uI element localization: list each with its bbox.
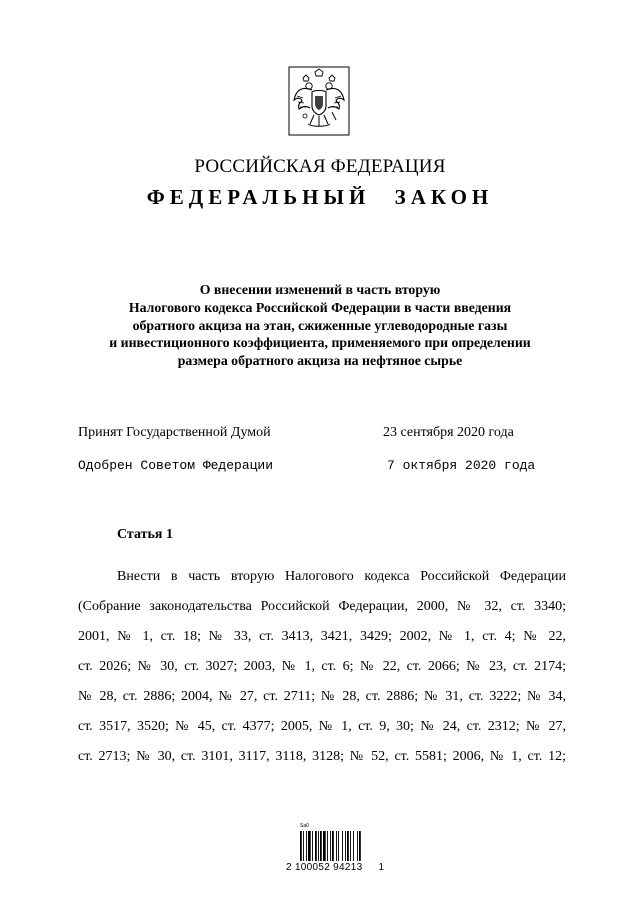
body-line: ст. 2713; № 30, ст. 3101, 3117, 3118, 3128; № 52, ст. 5581; 2006, № 1, ст. 12; [78, 749, 566, 764]
barcode-check-digit: 1 [378, 862, 385, 873]
article-heading: Статья 1 [117, 527, 173, 542]
law-title-line: О внесении изменений в часть вторую [199, 282, 441, 297]
council-label: Одобрен Советом Федерации [78, 458, 274, 473]
document-type: ФЕДЕРАЛЬНЫЙ ЗАКОН [146, 185, 494, 209]
body-line: ст. 3517, 3520; № 45, ст. 4377; 2005, № 1, ст. 9, 30; № 24, ст. 2312; № 27, [78, 719, 566, 734]
law-title [60, 281, 580, 370]
country-name: РОССИЙСКАЯ ФЕДЕРАЦИЯ [194, 156, 446, 177]
duma-date: 23 сентября 2020 года [383, 425, 514, 440]
duma-label: Принят Государственной Думой [78, 425, 271, 440]
body-line: 2001, № 1, ст. 18; № 33, ст. 3413, 3421, 3429; 2002, № 1, ст. 4; № 22, [78, 629, 566, 644]
body-line: № 28, ст. 2886; 2004, № 27, ст. 2711; № 28, ст. 2886; № 31, ст. 3222; № 34, [78, 689, 566, 704]
law-title-line: и инвестиционного коэффициента, применяемого при определении [109, 335, 531, 351]
law-title-line: Налогового кодекса Российской Федерации в части введения [128, 299, 512, 315]
double-headed-eagle-icon [288, 66, 350, 136]
article-body [78, 562, 566, 772]
barcode-number [286, 862, 384, 873]
council-date: 7 октября 2020 года [387, 458, 536, 473]
barcode-mark: Sa0 [300, 823, 309, 829]
state-emblem [288, 66, 350, 136]
law-title-line: обратного акциза на этан, сжиженные углеводородные газы [132, 317, 508, 333]
law-title-line: размера обратного акциза на нефтяное сырье [177, 353, 463, 369]
body-line: ст. 2026; № 30, ст. 3027; 2003, № 1, ст. 6; № 22, ст. 2066; № 23, ст. 2174; [78, 659, 566, 674]
barcode-digits: 2 100052 94213 [286, 862, 363, 873]
body-line: Внести в часть вторую Налогового кодекса Российской Федерации [117, 569, 566, 584]
body-line: (Собрание законодательства Российской Федерации, 2000, № 32, ст. 3340; [78, 599, 566, 614]
